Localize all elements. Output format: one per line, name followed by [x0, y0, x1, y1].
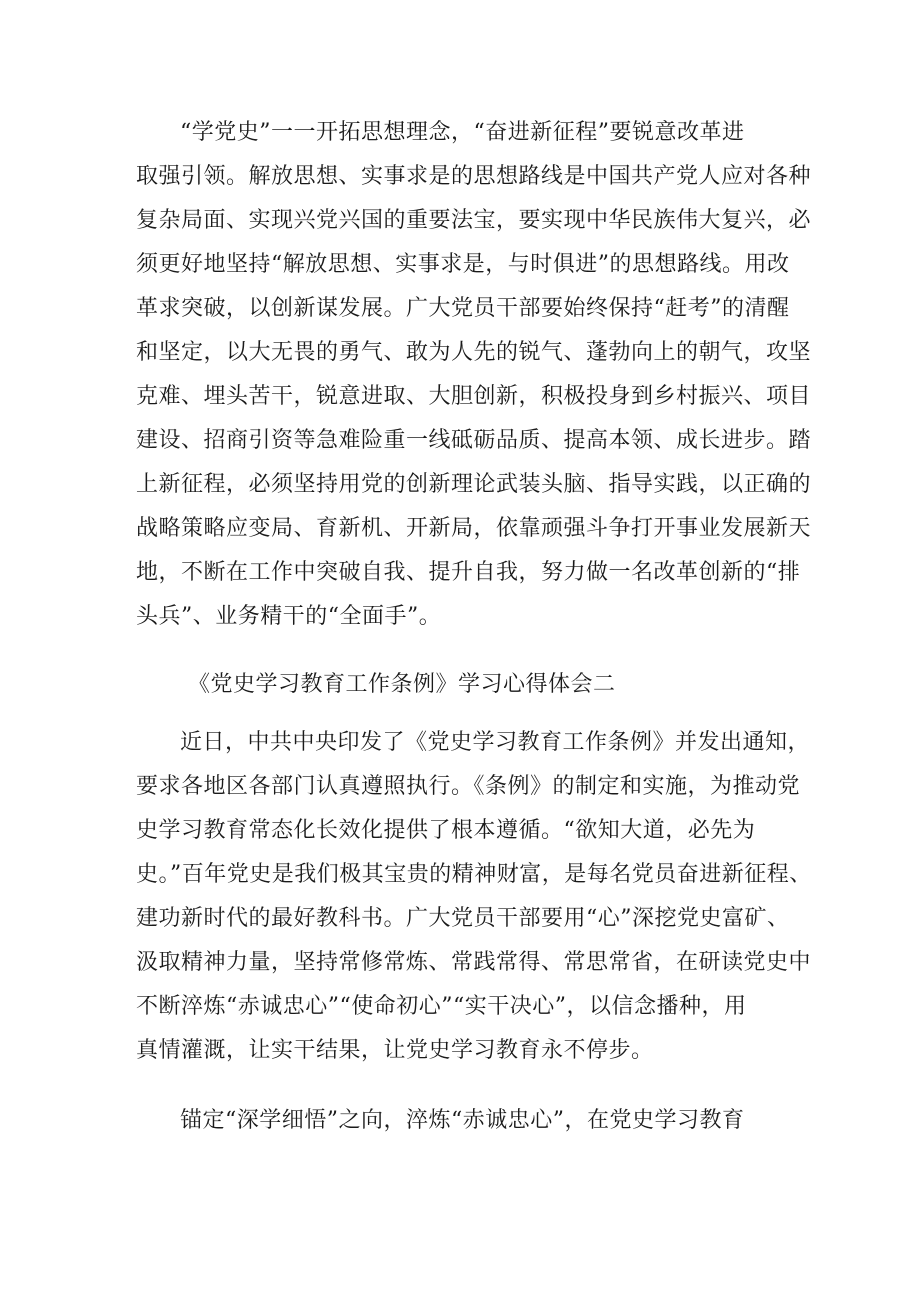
paragraph-line: 地，不断在工作中突破自我、提升自我，努力做一名改革创新的“排 [136, 560, 801, 585]
paragraph-line: 克难、埋头苦干，锐意进取、大胆创新，积极投身到乡村振兴、项目 [136, 384, 812, 409]
paragraph-line: 锚定“深学细悟”之向，淬炼“赤诚忠心”，在党史学习教育 [180, 1108, 745, 1133]
paragraph-line: 须更好地坚持“解放思想、实事求是，与时俱进”的思想路线。用改 [136, 252, 790, 277]
paragraph-line: 头兵”、业务精干的“全面手”。 [136, 604, 442, 629]
paragraph-line: 建功新时代的最好教科书。广大党员干部要用“心”深挖党史富矿、 [136, 906, 790, 931]
paragraph-line: 真情灌溉，让实干结果，让党史学习教育永不停步。 [136, 1038, 654, 1063]
paragraph-line: 战略策略应变局、育新机、开新局，依靠顽强斗争打开事业发展新天 [136, 516, 812, 541]
paragraph-line: 取强引领。解放思想、实事求是的思想路线是中国共产党人应对各种 [136, 164, 812, 189]
paragraph-line: 汲取精神力量，坚持常修常炼、常践常得、常思常省，在研读党史中 [136, 950, 812, 975]
paragraph-line: 和坚定，以大无畏的勇气、敢为人先的锐气、蓬勃向上的朝气，攻坚 [136, 340, 812, 365]
paragraph-line: 近日，中共中央印发了《党史学习教育工作条例》并发出通知， [180, 730, 811, 755]
paragraph-line: 建设、招商引资等急难险重一线砥砺品质、提高本领、成长进步。踏 [136, 428, 812, 453]
section-heading: 《党史学习教育工作条例》学习心得体会二 [188, 672, 616, 697]
paragraph-line: 史学习教育常态化长效化提供了根本遵循。“欲知大道，必先为 [136, 818, 756, 843]
paragraph-line: “学党史”一一开拓思想理念，“奋进新征程”要锐意改革进 [180, 120, 745, 145]
paragraph-line: 复杂局面、实现兴党兴国的重要法宝，要实现中华民族伟大复兴，必 [136, 208, 812, 233]
paragraph-line: 革求突破，以创新谋发展。广大党员干部要始终保持“赶考”的清醒 [136, 296, 790, 321]
paragraph-line: 要求各地区各部门认真遵照执行。《条例》的制定和实施，为推动党 [136, 774, 801, 799]
paragraph-line: 上新征程，必须坚持用党的创新理论武装头脑、指导实践，以正确的 [136, 472, 812, 497]
paragraph-line: 不断淬炼“赤诚忠心”“使命初心”“实干决心”，以信念播种，用 [136, 994, 747, 1019]
paragraph-line: 史。”百年党史是我们极其宝贵的精神财富，是每名党员奋进新征程、 [136, 862, 812, 887]
